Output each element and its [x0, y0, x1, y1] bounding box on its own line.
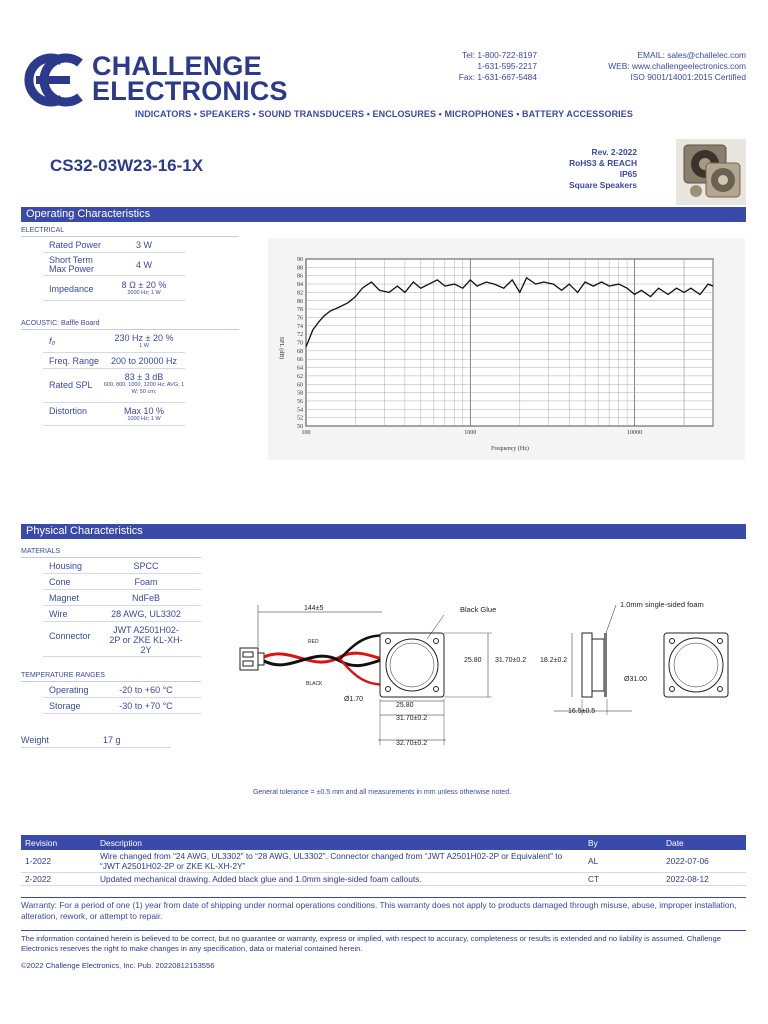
dim-18-2: 18.2±0.2	[540, 657, 568, 664]
black-wire-label: BLACK	[306, 681, 323, 687]
x-tick-label: 100	[301, 430, 311, 436]
spec-label: Short Term Max Power	[49, 255, 95, 274]
web-link[interactable]: WEB: www.challengeelectronics.com	[608, 61, 746, 71]
company-logo-icon	[22, 53, 90, 107]
part-number: CS32-03W23-16-1X	[50, 156, 204, 175]
phone-block	[420, 50, 537, 83]
fax: Fax: 1-631-667-5484	[458, 72, 537, 82]
y-tick-label: 78	[297, 307, 303, 314]
material-value: NdFeB	[131, 593, 160, 603]
tel: Tel: 1-800-722-8197	[462, 50, 537, 60]
x-tick-label: 10000	[627, 430, 643, 436]
ip-rating: IP65	[619, 169, 637, 179]
spec-label: Impedance	[49, 284, 94, 294]
dim-dia-31: Ø31.00	[624, 676, 647, 683]
material-row	[43, 623, 201, 657]
temp-row	[43, 683, 201, 698]
y-tick-label: 66	[297, 357, 303, 364]
material-label: Connector	[49, 631, 91, 641]
company-name-line2: ELECTRONICS	[92, 76, 288, 106]
revision-table	[21, 835, 746, 886]
electrical-label: ELECTRICAL	[21, 227, 65, 234]
spec-value: 4 W	[135, 260, 152, 270]
material-row	[43, 575, 201, 590]
material-label: Magnet	[49, 593, 80, 603]
acoustic-label: ACOUSTIC: Baffle Board	[21, 320, 100, 327]
spec-note: 600, 800, 1000, 1200 Hz; AVG; 1 W; 50 cm;	[103, 382, 185, 395]
spec-row	[43, 370, 185, 403]
y-tick-label: 62	[297, 373, 303, 380]
spec-row	[43, 354, 185, 369]
temp-label: Operating	[49, 685, 89, 695]
foam-callout: 1.0mm single-sided foam	[620, 600, 704, 609]
cell-date: 2022-07-06	[662, 850, 746, 873]
table-row	[21, 873, 746, 886]
black-glue-callout: Black Glue	[460, 605, 497, 614]
y-tick-label: 50	[297, 424, 303, 430]
cell-revision: 1-2022	[21, 850, 96, 873]
spec-row	[43, 238, 185, 253]
mechanical-drawing	[232, 595, 752, 755]
spec-value: 200 to 20000 Hz	[110, 356, 178, 366]
y-tick-label: 82	[297, 290, 303, 297]
divider	[21, 329, 239, 330]
y-tick-label: 88	[297, 265, 303, 272]
spec-value: 83 ± 3 dB	[124, 372, 164, 382]
x-tick-label: 1000	[464, 430, 477, 436]
tolerance-note: General tolerance = ±0.5 mm and all measurements in mm unless otherwise noted.	[252, 789, 512, 796]
operating-section-header: Operating Characteristics	[21, 207, 746, 222]
material-row	[43, 591, 201, 606]
col-by: By	[584, 835, 662, 850]
material-value: Foam	[134, 577, 158, 587]
cell-by: CT	[584, 873, 662, 886]
y-tick-label: 76	[297, 315, 303, 322]
spec-label: Rated SPL	[49, 380, 93, 390]
dim-31-70-h: 31.70±0.2	[396, 715, 428, 722]
revision-table-header	[21, 835, 746, 850]
cell-by: AL	[584, 850, 662, 873]
spec-row	[43, 404, 185, 426]
y-tick-label: 72	[297, 332, 303, 339]
col-revision: Revision	[21, 835, 96, 850]
contact-block	[560, 50, 746, 83]
red-wire-label: RED	[308, 639, 319, 645]
material-row	[43, 607, 201, 622]
divider	[21, 236, 239, 237]
product-photo	[676, 139, 746, 205]
cell-date: 2022-08-12	[662, 873, 746, 886]
disclaimer-text: The information contained herein is believed to be correct, but no guarantee or warranty, express or implied, with respect to accuracy, completeness or results is extended and no liability is assumed. Challenge Electronics reserves the right to make changes in any specification, data or material contained herein.	[21, 930, 746, 953]
y-tick-label: 52	[297, 415, 303, 422]
chart-y-label: SPL (dB)	[278, 336, 284, 360]
spec-note: 2000 Hz; 1 W	[127, 290, 161, 296]
material-value: SPCC	[133, 561, 159, 571]
frequency-response-chart	[268, 238, 745, 460]
physical-section-header: Physical Characteristics	[21, 524, 746, 539]
col-date: Date	[662, 835, 746, 850]
dim-16-5: 16.5±0.5	[568, 708, 596, 715]
temp-label: Storage	[49, 701, 81, 711]
material-label: Wire	[49, 609, 68, 619]
product-type: Square Speakers	[569, 180, 637, 190]
spec-value: 3 W	[135, 240, 152, 250]
weight-label: Weight	[21, 735, 49, 745]
warranty-text: Warranty: For a period of one (1) year from date of shipping under normal operations conditions. This warranty does not apply to products damaged through misuse, abuse, improper installation, alteration, rework, or attempt to repair.	[21, 897, 746, 922]
spec-note: 1 W	[139, 343, 149, 349]
spec-row	[43, 277, 185, 301]
spec-value: 8 Ω ± 20 %	[121, 280, 167, 290]
spec-label: Rated Power	[49, 240, 102, 250]
spec-row	[43, 331, 185, 353]
iso-cert: ISO 9001/14001:2015 Certified	[630, 72, 746, 82]
temp-value: -30 to +70 °C	[119, 701, 173, 711]
copyright-text: ©2022 Challenge Electronics, Inc. Pub. 20220812153556	[21, 961, 215, 970]
table-row	[21, 850, 746, 873]
tel2: 1-631-595-2217	[477, 61, 537, 71]
email-link[interactable]: EMAIL: sales@challelec.com	[637, 50, 746, 60]
y-tick-label: 70	[297, 340, 303, 347]
material-value: JWT A2501H02-2P or ZKE KL-XH-2Y	[109, 625, 183, 655]
cell-revision: 2-2022	[21, 873, 96, 886]
spec-row	[43, 254, 185, 276]
revision: Rev. 2-2022	[591, 147, 637, 157]
weight-value: 17 g	[103, 735, 121, 745]
y-tick-label: 64	[297, 365, 303, 372]
material-row	[43, 559, 201, 574]
spec-note: 1000 Hz; 1 W	[127, 416, 161, 422]
dim-25-80-v: 25.80	[464, 657, 482, 664]
temp-row	[43, 699, 201, 714]
material-label: Cone	[49, 577, 71, 587]
company-name	[92, 51, 288, 106]
y-tick-label: 74	[297, 323, 303, 330]
y-tick-label: 86	[297, 273, 303, 280]
weight-row	[21, 733, 171, 748]
y-tick-label: 80	[297, 298, 303, 305]
chart-x-label: Frequency (Hz)	[491, 446, 529, 452]
dim-dia-1-70: Ø1.70	[344, 696, 364, 703]
temperature-label: TEMPERATURE RANGES	[21, 672, 105, 679]
spec-label: Distortion	[49, 406, 88, 416]
y-tick-label: 54	[297, 407, 303, 414]
col-description: Description	[96, 835, 584, 850]
y-tick-label: 84	[297, 282, 303, 289]
divider	[21, 681, 201, 682]
dim-144: 144±5	[304, 605, 324, 612]
product-meta	[520, 147, 637, 191]
cell-description: Wire changed from “24 AWG, UL3302” to “28 AWG, UL3302”. Connector changed from “JWT A2501H02-2P or Equivalent” to “JWT A2501H02-2P or ZKE KL-XH-2Y”	[96, 850, 584, 873]
y-tick-label: 58	[297, 390, 303, 397]
y-tick-label: 56	[297, 398, 303, 405]
material-label: Housing	[49, 561, 83, 571]
spec-label: f₀	[49, 336, 56, 346]
temp-value: -20 to +60 °C	[119, 685, 173, 695]
material-value: 28 AWG, UL3302	[111, 609, 181, 619]
spec-value: 230 Hz ± 20 %	[114, 333, 174, 343]
rohs: RoHS3 & REACH	[569, 158, 637, 168]
dim-31-70-v: 31.70±0.2	[495, 657, 527, 664]
materials-label: MATERIALS	[21, 548, 61, 555]
dim-25-80-h: 25.80	[396, 702, 414, 709]
y-tick-label: 90	[297, 257, 303, 263]
divider	[21, 557, 201, 558]
dim-32-70: 32.70±0.2	[396, 740, 428, 747]
y-tick-label: 60	[297, 382, 303, 389]
y-tick-label: 68	[297, 348, 303, 355]
spec-value: Max 10 %	[123, 406, 165, 416]
product-tagline: INDICATORS • SPEAKERS • SOUND TRANSDUCERS • ENCLOSURES • MICROPHONES • BATTERY ACCESSORIES	[135, 109, 633, 119]
cell-description: Updated mechanical drawing. Added black glue and 1.0mm single-sided foam callouts.	[96, 873, 584, 886]
company-name-line1: CHALLENGE	[92, 51, 262, 81]
spec-label: Freq. Range	[49, 356, 100, 366]
